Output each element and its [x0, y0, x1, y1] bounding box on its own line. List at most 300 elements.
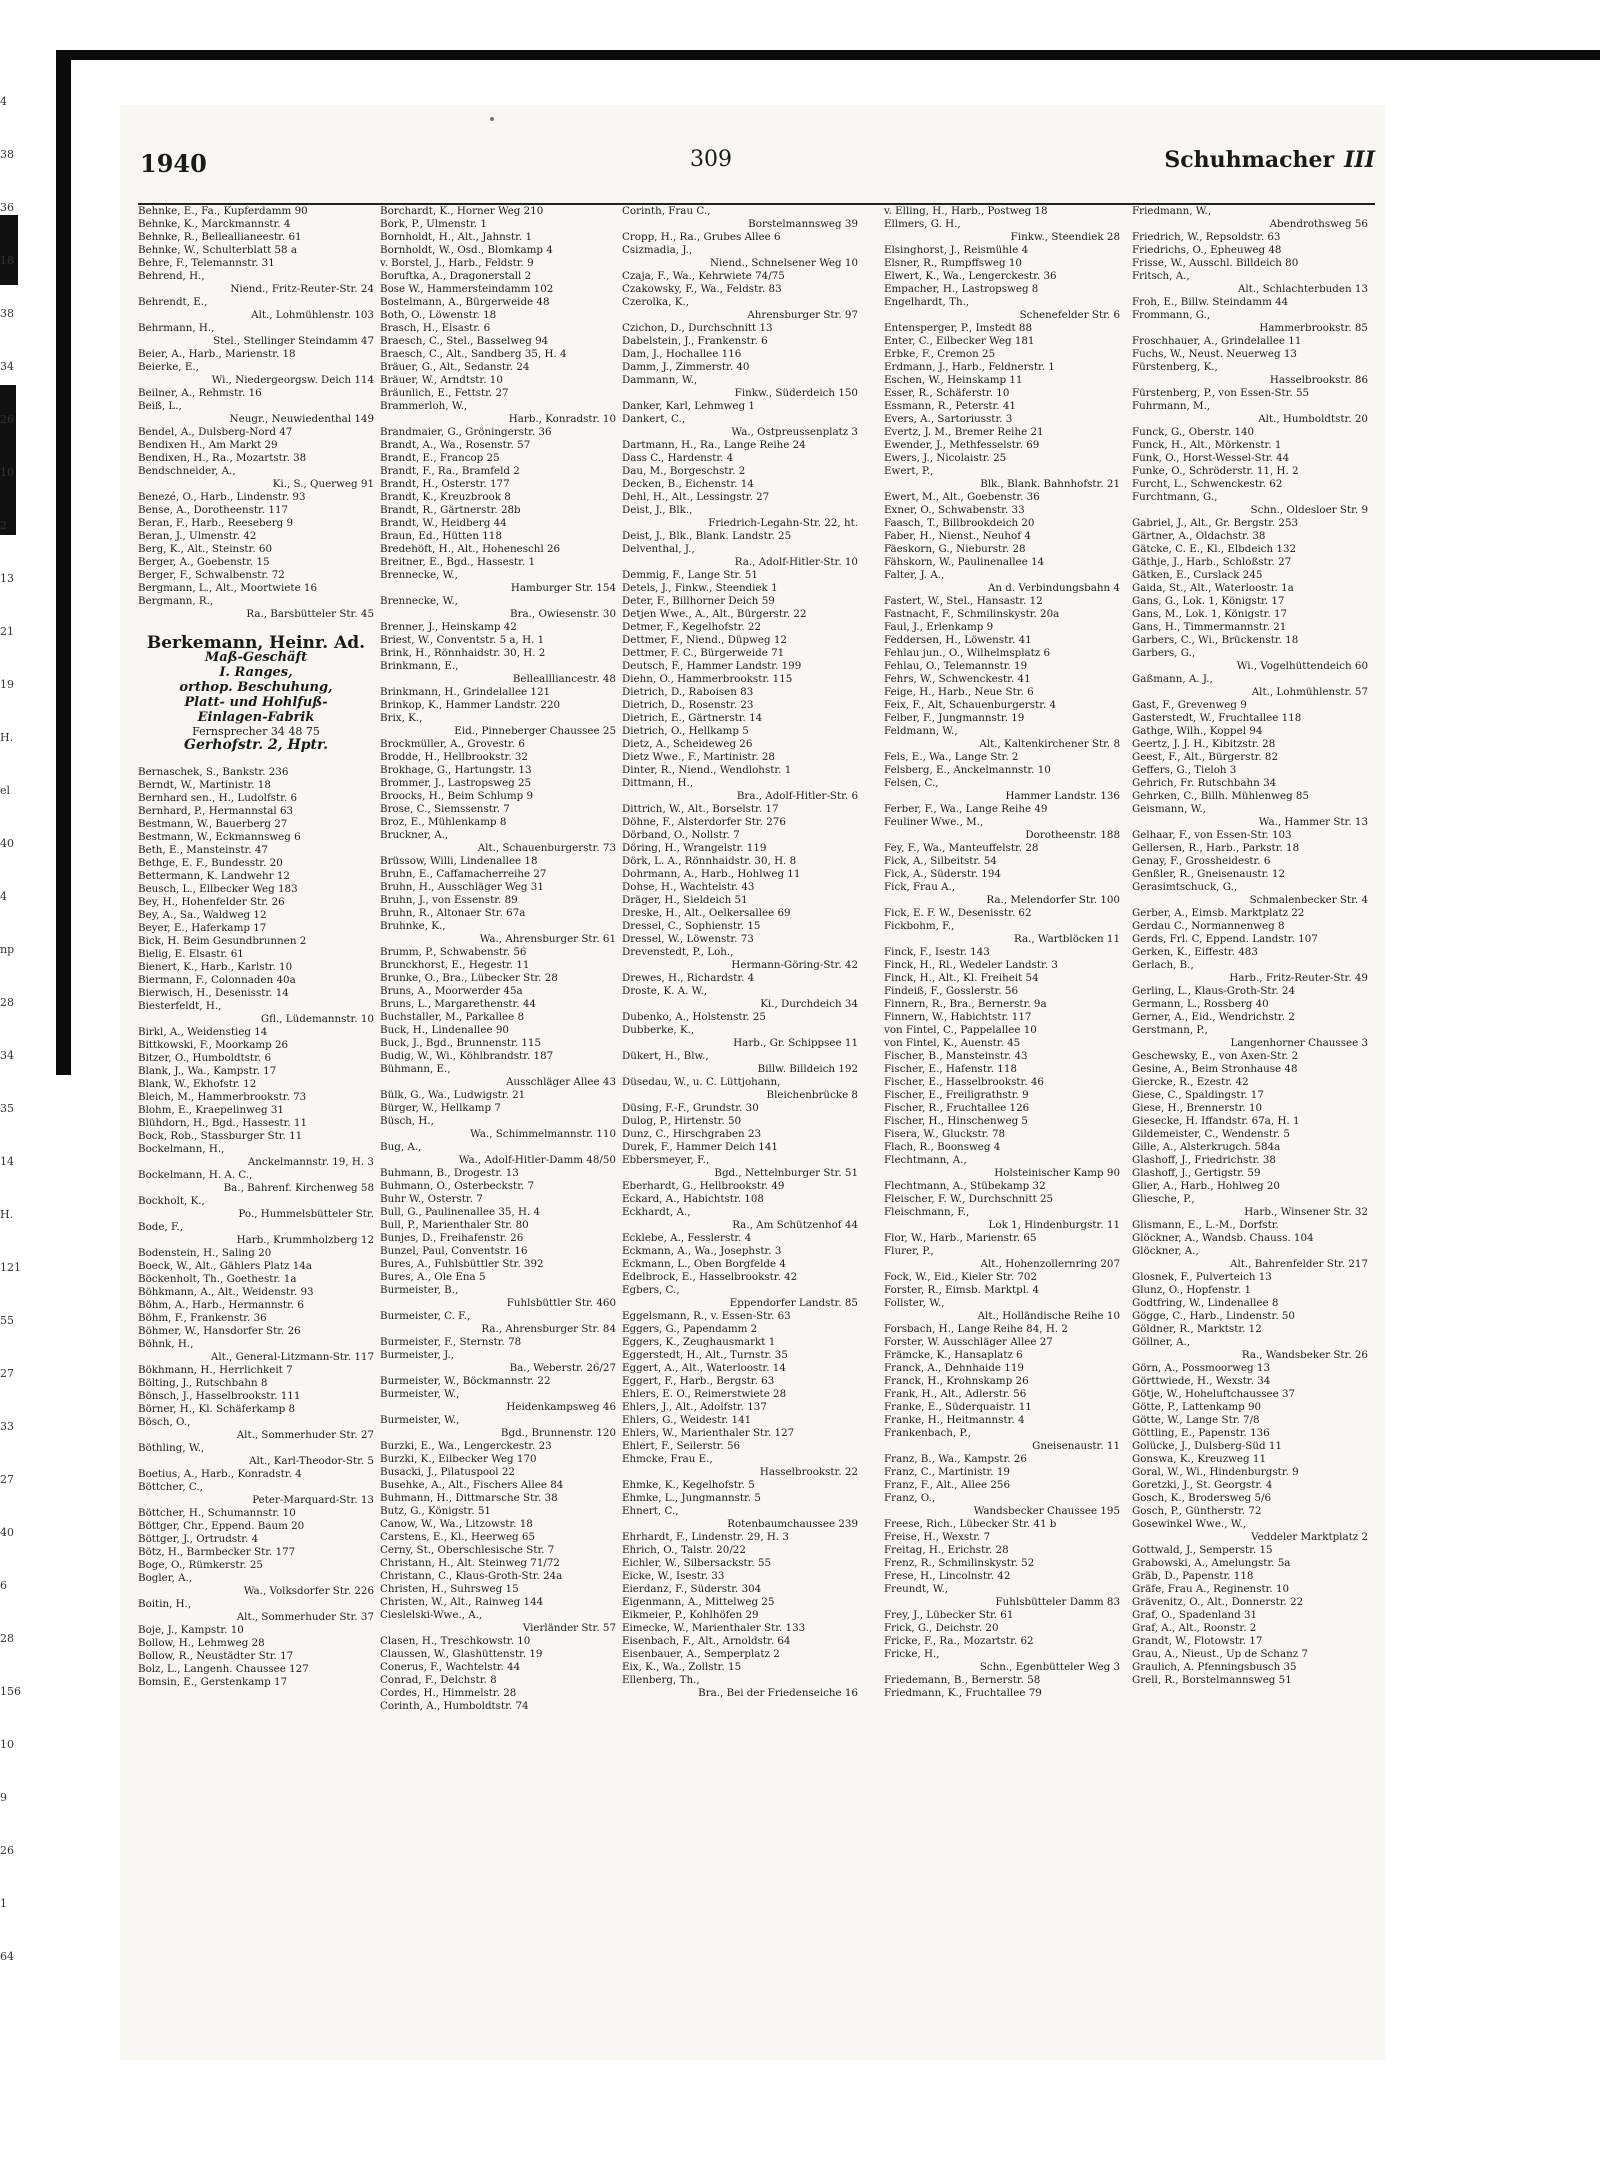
directory-entry: Funck, H., Alt., Mörkenstr. 1 [1132, 439, 1282, 451]
margin-fragment: 38 [0, 307, 14, 320]
directory-entry: Niend., Fritz-Reuter-Str. 24 [230, 283, 374, 295]
directory-entry: Dehl, H., Alt., Lessingstr. 27 [622, 491, 770, 503]
directory-entry: Fleischmann, F., [884, 1206, 970, 1218]
directory-entry: Graf, O., Spadenland 31 [1132, 1609, 1258, 1621]
directory-entry: Gaida, St., Alt., Waterloostr. 1a [1132, 582, 1294, 594]
directory-entry: Fischer, H., Hinschenweg 5 [884, 1115, 1028, 1127]
directory-entry: Glismann, E., L.-M., Dorfstr. [1132, 1219, 1279, 1231]
directory-entry: Gasterstedt, W., Fruchtallee 118 [1132, 712, 1302, 724]
directory-entry: Eierdanz, F., Süderstr. 304 [622, 1583, 762, 1595]
directory-entry: Eberhardt, G., Hellbrookstr. 49 [622, 1180, 785, 1192]
directory-entry: Hasselbrookstr. 22 [759, 1466, 858, 1478]
directory-entry: Braesch, C., Alt., Sandberg 35, H. 4 [380, 348, 567, 360]
directory-entry: Fürstenberg, P., von Essen-Str. 55 [1132, 387, 1310, 399]
directory-entry: Behrendt, E., [138, 296, 208, 308]
directory-entry: Wa., Ahrensburger Str. 61 [479, 933, 616, 945]
directory-entry: Alt., Lohmühlenstr. 57 [1251, 686, 1368, 698]
directory-entry: Beth, E., Mansteinstr. 47 [138, 844, 268, 856]
directory-entry: Biermann, F., Colonnaden 40a [138, 974, 296, 986]
directory-entry: Cropp, H., Ra., Grubes Allee 6 [622, 231, 781, 243]
directory-entry: Bitzer, O., Humboldtstr. 6 [138, 1052, 272, 1064]
directory-entry: Brinkmann, H., Grindelallee 121 [380, 686, 551, 698]
directory-entry: Corinth, Frau C., [622, 205, 711, 217]
directory-entry: Dohse, H., Wachtelstr. 43 [622, 881, 755, 893]
directory-entry: An d. Verbindungsbahn 4 [987, 582, 1120, 594]
directory-entry: Fey, F., Wa., Manteuffelstr. 28 [884, 842, 1039, 854]
directory-entry: Bendel, A., Dulsberg-Nord 47 [138, 426, 293, 438]
directory-entry: Buhmann, B., Drogestr. 13 [380, 1167, 519, 1179]
directory-entry: Friedrichs, O., Epheuweg 48 [1132, 244, 1282, 256]
ad-address: Gerhofstr. 2, Hptr. [184, 737, 328, 753]
directory-entry: Burmeister, B., [380, 1284, 459, 1296]
directory-entry: Glosnek, F., Pulverteich 13 [1132, 1271, 1272, 1283]
page-year: 1940 [140, 149, 207, 178]
directory-entry: Bull, P., Marienthaler Str. 80 [380, 1219, 529, 1231]
directory-entry: Gerling, L., Klaus-Groth-Str. 24 [1132, 985, 1296, 997]
directory-entry: Ra., Ahrensburger Str. 84 [481, 1323, 616, 1335]
directory-entry: Brix, K., [380, 712, 423, 724]
directory-entry: Giese, H., Brennerstr. 10 [1132, 1102, 1263, 1114]
directory-entry: Harb., Fritz-Reuter-Str. 49 [1229, 972, 1368, 984]
directory-entry: Görttwiede, H., Wexstr. 34 [1132, 1375, 1271, 1387]
directory-entry: Bollow, R., Neustädter Str. 17 [138, 1650, 294, 1662]
directory-entry: Brandt, F., Ra., Bramfeld 2 [380, 465, 520, 477]
directory-entry: Feuliner Wwe., M., [884, 816, 984, 828]
directory-entry: Dunz, C., Hirschgraben 23 [622, 1128, 762, 1140]
directory-entry: Schn., Oldesloer Str. 9 [1250, 504, 1368, 516]
page-header [120, 145, 1385, 185]
directory-entry: Flor, W., Harb., Marienstr. 65 [884, 1232, 1037, 1244]
directory-entry: Evers, A., Sartoriusstr. 3 [884, 413, 1013, 425]
directory-entry: Bruhn, H., Ausschläger Weg 31 [380, 881, 544, 893]
directory-entry: Blank, J., Wa., Kampstr. 17 [138, 1065, 277, 1077]
directory-entry: Brüssow, Willi, Lindenallee 18 [380, 855, 538, 867]
directory-entry: Christann, H., Alt. Steinweg 71/72 [380, 1557, 560, 1569]
directory-entry: Gellersen, R., Harb., Parkstr. 18 [1132, 842, 1300, 854]
directory-entry: Eckmann, A., Wa., Josephstr. 3 [622, 1245, 782, 1257]
directory-entry: Böttcher, C., [138, 1481, 203, 1493]
margin-fragment: el [0, 784, 11, 797]
directory-entry: Ewender, J., Methfesselstr. 69 [884, 439, 1040, 451]
directory-entry: Broz, E., Mühlenkamp 8 [380, 816, 507, 828]
directory-entry: Briest, W., Conventstr. 5 a, H. 1 [380, 634, 545, 646]
directory-entry: Ra., Wartblöcken 11 [1013, 933, 1120, 945]
directory-entry: Fuchs, W., Neust. Neuerweg 13 [1132, 348, 1297, 360]
directory-entry: Göllner, A., [1132, 1336, 1191, 1348]
directory-entry: Dörband, O., Nollstr. 7 [622, 829, 740, 841]
print-speck [490, 117, 494, 121]
directory-entry: Faber, H., Nienst., Neuhof 4 [884, 530, 1031, 542]
directory-entry: Frenz, R., Schmilinskystr. 52 [884, 1557, 1035, 1569]
directory-entry: Drevenstedt, P., Loh., [622, 946, 734, 958]
directory-entry: Dubberke, K., [622, 1024, 695, 1036]
directory-entry: Burmeister, W., [380, 1388, 460, 1400]
directory-entry: Finck, F., Isestr. 143 [884, 946, 990, 958]
margin-fragment: 19 [0, 678, 14, 691]
directory-entry: Finck, H., Rl., Wedeler Landstr. 3 [884, 959, 1058, 971]
directory-entry: Feldmann, W., [884, 725, 958, 737]
directory-entry: Friedrich-Legahn-Str. 22, ht. [708, 517, 858, 529]
directory-entry: Feddersen, H., Löwenstr. 41 [884, 634, 1032, 646]
directory-entry: Ba., Weberstr. 26/27 [509, 1362, 616, 1374]
directory-entry: Erdmann, J., Harb., Feldnerstr. 1 [884, 361, 1055, 373]
directory-entry: Exner, O., Schwabenstr. 33 [884, 504, 1025, 516]
directory-entry: Bendixen H., Am Markt 29 [138, 439, 278, 451]
directory-entry: Gesine, A., Beim Stronhause 48 [1132, 1063, 1298, 1075]
directory-entry: Froh, E., Billw. Steindamm 44 [1132, 296, 1289, 308]
directory-entry: Borchardt, K., Horner Weg 210 [380, 205, 544, 217]
directory-entry: Borstelmannsweg 39 [748, 218, 858, 230]
directory-entry: Feix, F., Alt, Schauenburgerstr. 4 [884, 699, 1057, 711]
directory-entry: Claussen, W., Glashüttenstr. 19 [380, 1648, 543, 1660]
directory-entry: Ewert, P., [884, 465, 934, 477]
directory-entry: Düsedau, W., u. C. Lüttjohann, [622, 1076, 781, 1088]
directory-entry: Braun, Ed., Hütten 118 [380, 530, 502, 542]
directory-entry: Dass C., Hardenstr. 4 [622, 452, 734, 464]
directory-entry: Görn, A., Possmoorweg 13 [1132, 1362, 1271, 1374]
directory-entry: Danker, Karl, Lehmweg 1 [622, 400, 755, 412]
directory-entry: Dinter, R., Niend., Wendlohstr. 1 [622, 764, 792, 776]
directory-entry: Burzki, E., Wa., Lengerckestr. 23 [380, 1440, 552, 1452]
directory-entry: Gathge, Wilh., Koppel 94 [1132, 725, 1263, 737]
directory-entry: Brennecke, W., [380, 595, 458, 607]
directory-entry: Gätken, E., Curslack 245 [1132, 569, 1263, 581]
directory-entry: Gräfe, Frau A., Reginenstr. 10 [1132, 1583, 1290, 1595]
directory-entry: Beier, A., Harb., Marienstr. 18 [138, 348, 296, 360]
directory-entry: Demmig, F., Lange Str. 51 [622, 569, 758, 581]
directory-entry: Bestmann, W., Bauerberg 27 [138, 818, 288, 830]
directory-entry: Gast, F., Grevenweg 9 [1132, 699, 1247, 711]
directory-entry: Gerdau C., Normannenweg 8 [1132, 920, 1285, 932]
directory-entry: Böckenholt, Th., Goethestr. 1a [138, 1273, 297, 1285]
margin-fragment: 121 [0, 1261, 21, 1274]
directory-entry: Brumm, P., Schwabenstr. 56 [380, 946, 527, 958]
directory-entry: Harb., Gr. Schippsee 11 [733, 1037, 858, 1049]
directory-entry: Eggelsmann, R., v. Essen-Str. 63 [622, 1310, 791, 1322]
directory-entry: Bruhn, J., von Essenstr. 89 [380, 894, 518, 906]
directory-entry: Deist, J., Blk., Blank. Landstr. 25 [622, 530, 792, 542]
directory-entry: Burmeister, J., [380, 1349, 454, 1361]
directory-entry: Forsbach, H., Lange Reihe 84, H. 2 [884, 1323, 1068, 1335]
margin-fragment: 10 [0, 466, 14, 479]
directory-entry: Faasch, T., Billbrookdeich 20 [884, 517, 1035, 529]
directory-entry: Fürstenberg, K., [1132, 361, 1218, 373]
directory-entry: Fuhlsbüttler Str. 460 [506, 1297, 616, 1309]
directory-entry: Bruns, L., Margarethenstr. 44 [380, 998, 536, 1010]
directory-entry: Franke, H., Heitmannstr. 4 [884, 1414, 1025, 1426]
directory-entry: Dietrich, O., Hellkamp 5 [622, 725, 749, 737]
directory-entry: Ehrhardt, F., Lindenstr. 29, H. 3 [622, 1531, 789, 1543]
directory-entry: Ehmke, L., Jungmannstr. 5 [622, 1492, 761, 1504]
margin-fragment: H. [0, 731, 14, 744]
directory-entry: Diehn, O., Hammerbrookstr. 115 [622, 673, 793, 685]
directory-entry: Bredehöft, H., Alt., Hoheneschl 26 [380, 543, 561, 555]
margin-fragment: 36 [0, 201, 14, 214]
directory-entry: Bode, F., [138, 1221, 184, 1233]
directory-entry: Delventhal, J., [622, 543, 695, 555]
directory-entry: Friedmann, K., Fruchtallee 79 [884, 1687, 1042, 1699]
directory-entry: Bunjes, D., Freihafenstr. 26 [380, 1232, 524, 1244]
directory-entry: Dabelstein, J., Frankenstr. 6 [622, 335, 768, 347]
directory-entry: Ehlers, J., Alt., Adolfstr. 137 [622, 1401, 767, 1413]
margin-fragment: 4 [0, 95, 7, 108]
directory-entry: Alt., Schlachterbuden 13 [1237, 283, 1368, 295]
directory-entry: Fastert, W., Stel., Hansastr. 12 [884, 595, 1043, 607]
directory-entry: Brandmaier, G., Gröningerstr. 36 [380, 426, 552, 438]
directory-entry: Fuhlsbütteler Damm 83 [995, 1596, 1120, 1608]
directory-entry: Böhm, F., Frankenstr. 36 [138, 1312, 267, 1324]
directory-entry: Dartmann, H., Ra., Lange Reihe 24 [622, 439, 806, 451]
directory-entry: Stel., Stellinger Steindamm 47 [213, 335, 374, 347]
directory-entry: Grell, R., Borstelmannsweg 51 [1132, 1674, 1292, 1686]
directory-entry: Bornholdt, H., Alt., Jahnstr. 1 [380, 231, 533, 243]
directory-entry: Eggert, A., Alt., Waterloostr. 14 [622, 1362, 786, 1374]
directory-entry: Ellenberg, Th., [622, 1674, 700, 1686]
directory-entry: Bruckner, A., [380, 829, 449, 841]
directory-entry: Ausschläger Allee 43 [506, 1076, 616, 1088]
directory-entry: Golücke, J., Dulsberg-Süd 11 [1132, 1440, 1282, 1452]
directory-entry: Alt., Hohenzollernring 207 [980, 1258, 1120, 1270]
directory-entry: Dräger, H., Sieldeich 51 [622, 894, 748, 906]
directory-entry: Eid., Pinneberger Chaussee 25 [454, 725, 616, 737]
directory-entry: Brandt, H., Osterstr. 177 [380, 478, 510, 490]
directory-entry: Gosch, K., Brodersweg 5/6 [1132, 1492, 1272, 1504]
directory-entry: Bestmann, W., Eckmannsweg 6 [138, 831, 301, 843]
directory-entry: Boje, J., Kampstr. 10 [138, 1624, 244, 1636]
directory-entry: Ra., Am Schützenhof 44 [732, 1219, 858, 1231]
directory-entry: Beran, F., Harb., Reeseberg 9 [138, 517, 294, 529]
directory-entry: Blohm, E., Kraepelinweg 31 [138, 1104, 284, 1116]
directory-entry: Brommer, J., Lastropsweg 25 [380, 777, 532, 789]
directory-entry: Boeck, W., Alt., Gählers Platz 14a [138, 1260, 313, 1272]
directory-entry: Grau, A., Nieust., Up de Schanz 7 [1132, 1648, 1308, 1660]
directory-entry: Buhr W., Osterstr. 7 [380, 1193, 483, 1205]
directory-entry: Ellmers, G. H., [884, 218, 961, 230]
margin-fragment: 27 [0, 1473, 14, 1486]
directory-entry: Flach, R., Boonsweg 4 [884, 1141, 1001, 1153]
directory-entry: Dankert, C., [622, 413, 686, 425]
directory-entry: Geffers, G., Tieloh 3 [1132, 764, 1237, 776]
directory-entry: Corinth, A., Humboldtstr. 74 [380, 1700, 529, 1712]
column-4 [884, 205, 1120, 1700]
directory-entry: Gögge, C., Harb., Lindenstr. 50 [1132, 1310, 1295, 1322]
directory-entry: Flurer, P., [884, 1245, 934, 1257]
margin-fragment: 18 [0, 254, 14, 267]
directory-entry: Gille, A., Alsterkrugch. 584a [1132, 1141, 1281, 1153]
directory-entry: Bures, A., Ole Ena 5 [380, 1271, 486, 1283]
directory-entry: Fastnacht, F., Schmilinskystr. 20a [884, 608, 1060, 620]
directory-entry: Fick, A., Süderstr. 194 [884, 868, 1001, 880]
directory-entry: Bgd., Brunnenstr. 120 [500, 1427, 616, 1439]
directory-entry: Fick, E. F. W., Desenisstr. 62 [884, 907, 1032, 919]
entries-block [138, 205, 374, 621]
directory-entry: Gelhaar, F., von Essen-Str. 103 [1132, 829, 1292, 841]
directory-entry: Neugr., Neuwiedenthal 149 [229, 413, 374, 425]
directory-entry: Bollow, H., Lehmweg 28 [138, 1637, 265, 1649]
directory-entry: Anckelmannstr. 19, H. 3 [247, 1156, 374, 1168]
directory-entry: Bernaschek, S., Bankstr. 236 [138, 766, 289, 778]
directory-entry: Bodenstein, H., Saling 20 [138, 1247, 272, 1259]
directory-entry: Brunckhorst, E., Hegestr. 11 [380, 959, 530, 971]
directory-entry: Ehlers, E. O., Reimerstwiete 28 [622, 1388, 787, 1400]
directory-entry: Frankenbach, P., [884, 1427, 971, 1439]
ad-line: Einlagen-Fabrik [197, 710, 315, 725]
margin-fragment: 38 [0, 148, 14, 161]
directory-entry: Graf, A., Alt., Roonstr. 2 [1132, 1622, 1257, 1634]
margin-fragment: 33 [0, 1420, 14, 1433]
directory-entry: Fricke, H., [884, 1648, 940, 1660]
directory-entry: Durek, F., Hammer Deich 141 [622, 1141, 778, 1153]
directory-entry: Burmeister, C. F., [380, 1310, 471, 1322]
directory-entry: Boitin, H., [138, 1598, 192, 1610]
directory-entry: Ehlers, W., Marienthaler Str. 127 [622, 1427, 795, 1439]
directory-entry: Garbers, G., [1132, 647, 1196, 659]
directory-entry: Bogler, A., [138, 1572, 193, 1584]
directory-entry: Bienert, K., Harb., Karlstr. 10 [138, 961, 293, 973]
directory-entry: Grabowski, A., Amelungstr. 5a [1132, 1557, 1291, 1569]
directory-entry: Brandt, R., Gärtnerstr. 28b [380, 504, 521, 516]
directory-entry: Wi., Niedergeorgsw. Deich 114 [211, 374, 374, 386]
directory-entry: Bork, P., Ulmenstr. 1 [380, 218, 487, 230]
directory-entry: Bürger, W., Hellkamp 7 [380, 1102, 501, 1114]
margin-fragment: 35 [0, 1102, 14, 1115]
directory-entry: Canow, W., Wa., Litzowstr. 18 [380, 1518, 533, 1530]
directory-entry: Dittmann, H., [622, 777, 694, 789]
directory-entry: Fisera, W., Gluckstr. 78 [884, 1128, 1006, 1140]
directory-entry: Brandt, K., Kreuzbrook 8 [380, 491, 511, 503]
directory-entry: Gosewinkel Wwe., W., [1132, 1518, 1247, 1530]
directory-entry: Glashoff, J., Friedrichstr. 38 [1132, 1154, 1276, 1166]
directory-entry: Alt., Bahrenfelder Str. 217 [1230, 1258, 1368, 1270]
directory-entry: Dressel, W., Löwenstr. 73 [622, 933, 754, 945]
directory-entry: Damm, J., Zimmerstr. 40 [622, 361, 750, 373]
directory-entry: Peter-Marquard-Str. 13 [252, 1494, 374, 1506]
directory-entry: Vierländer Str. 57 [522, 1622, 616, 1634]
directory-entry: Frommann, G., [1132, 309, 1211, 321]
directory-page [120, 105, 1385, 2060]
directory-entry: Bräuer, W., Arndtstr. 10 [380, 374, 503, 386]
margin-fragment: 26 [0, 413, 14, 426]
previous-page-margin [0, 95, 20, 2045]
directory-entry: Holsteinischer Kamp 90 [994, 1167, 1120, 1179]
directory-entry: Flechtmann, A., [884, 1154, 967, 1166]
directory-entry: Ebbersmeyer, F., [622, 1154, 710, 1166]
directory-entry: Ehnert, C., [622, 1505, 679, 1517]
directory-entry: Follster, W., [884, 1297, 945, 1309]
directory-entry: Dorotheenstr. 188 [1025, 829, 1120, 841]
directory-entry: Gosch, P., Güntherstr. 72 [1132, 1505, 1262, 1517]
directory-entry: von Fintel, C., Pappelallee 10 [884, 1024, 1037, 1036]
directory-entry: Bendixen, H., Ra., Mozartstr. 38 [138, 452, 307, 464]
directory-entry: Dietrich, D., Raboisen 83 [622, 686, 754, 698]
directory-entry: Giesecke, H. Iffandstr. 67a, H. 1 [1132, 1115, 1300, 1127]
directory-entry: Drewes, H., Richardstr. 4 [622, 972, 755, 984]
directory-entry: Gans, G., Lok. 1, Königstr. 17 [1132, 595, 1285, 607]
directory-entry: Genßler, R., Gneisenaustr. 12 [1132, 868, 1286, 880]
directory-entry: Heidenkampsweg 46 [506, 1401, 616, 1413]
directory-entry: Eckard, A., Habichtstr. 108 [622, 1193, 764, 1205]
directory-entry: Böttger, Chr., Eppend. Baum 20 [138, 1520, 305, 1532]
ad-line: Platt- und Hohlfuß- [184, 695, 328, 710]
directory-entry: Blühdorn, H., Bgd., Hassestr. 11 [138, 1117, 308, 1129]
directory-entry: Giese, C., Spaldingstr. 17 [1132, 1089, 1264, 1101]
directory-entry: Gaßmann, A. J., [1132, 673, 1213, 685]
directory-entry: Langenhorner Chaussee 3 [1230, 1037, 1368, 1049]
directory-entry: Frisse, W., Ausschl. Billdeich 80 [1132, 257, 1299, 269]
directory-entry: Alt., Sommerhuder Str. 27 [236, 1429, 374, 1441]
directory-entry: Feige, H., Harb., Neue Str. 6 [884, 686, 1034, 698]
directory-entry: Eckmann, L., Oben Borgfelde 4 [622, 1258, 786, 1270]
directory-entry: Ki., Durchdeich 34 [760, 998, 858, 1010]
directory-entry: Bölting, J., Rutschbahn 8 [138, 1377, 268, 1389]
directory-entry: Ba., Bahrenf. Kirchenweg 58 [223, 1182, 374, 1194]
directory-entry: Eichler, W., Silbersackstr. 55 [622, 1557, 772, 1569]
directory-entry: Alt., Kaltenkirchener Str. 8 [979, 738, 1120, 750]
directory-entry: Engelhardt, Th., [884, 296, 970, 308]
directory-entry: Furcht, L., Schwenckestr. 62 [1132, 478, 1283, 490]
directory-entry: Gliesche, P., [1132, 1193, 1195, 1205]
directory-entry: Freise, H., Wexstr. 7 [884, 1531, 991, 1543]
directory-entry: Gerken, K., Eiffestr. 483 [1132, 946, 1258, 958]
directory-entry: Broocks, H., Beim Schlump 9 [380, 790, 534, 802]
directory-entry: Gneisenaustr. 11 [1032, 1440, 1120, 1452]
directory-entry: Geschewsky, E., von Axen-Str. 2 [1132, 1050, 1299, 1062]
directory-entry: Abendrothsweg 56 [1269, 218, 1368, 230]
directory-entry: Bernhard sen., H., Ludolfstr. 6 [138, 792, 298, 804]
directory-entry: Bettermann, K. Landwehr 12 [138, 870, 290, 882]
directory-entry: Finkw., Steendiek 28 [1010, 231, 1120, 243]
directory-entry: Wa., Volksdorfer Str. 226 [243, 1585, 374, 1597]
margin-fragment: 28 [0, 1632, 14, 1645]
directory-entry: Gonswa, K., Kreuzweg 11 [1132, 1453, 1266, 1465]
entries-block [138, 766, 374, 1689]
directory-entry: Düsing, F.-F., Grundstr. 30 [622, 1102, 759, 1114]
directory-entry: Genay, F., Grossheidestr. 6 [1132, 855, 1271, 867]
directory-entry: Braesch, C., Stel., Basselweg 94 [380, 335, 549, 347]
directory-entry: Germann, L., Rossberg 40 [1132, 998, 1269, 1010]
directory-entry: Bönsch, J., Hasselbrookstr. 111 [138, 1390, 301, 1402]
directory-entry: Bra., Adolf-Hitler-Str. 6 [736, 790, 858, 802]
directory-entry: Dietz, A., Scheideweg 26 [622, 738, 753, 750]
margin-fragment: 40 [0, 1526, 14, 1539]
directory-entry: Busehke, A., Alt., Fischers Allee 84 [380, 1479, 564, 1491]
directory-entry: Findeiß, F., Gosslerstr. 56 [884, 985, 1018, 997]
directory-entry: Friedemann, B., Bernerstr. 58 [884, 1674, 1041, 1686]
directory-entry: Birkl, A., Weidenstieg 14 [138, 1026, 268, 1038]
margin-fragment: 2 [0, 519, 7, 532]
directory-entry: Friedrich, W., Repsoldstr. 63 [1132, 231, 1281, 243]
directory-entry: Dittrich, W., Alt., Borselstr. 17 [622, 803, 779, 815]
directory-entry: Götte, W., Lange Str. 7/8 [1132, 1414, 1260, 1426]
directory-entry: Schmalenbecker Str. 4 [1249, 894, 1368, 906]
directory-entry: Buhmann, H., Dittmarsche Str. 38 [380, 1492, 558, 1504]
directory-entry: Bethge, E. F., Bundesstr. 20 [138, 857, 283, 869]
directory-entry: Butz, G., Königstr. 51 [380, 1505, 491, 1517]
directory-entry: Dettmer, F. C., Bürgerweide 71 [622, 647, 785, 659]
column-3 [622, 205, 858, 1700]
directory-entry: Böthling, W., [138, 1442, 205, 1454]
directory-entry: Dettmer, F., Niend., Düpweg 12 [622, 634, 787, 646]
directory-entry: Eschen, W., Heinskamp 11 [884, 374, 1023, 386]
directory-entry: Eppendorfer Landstr. 85 [729, 1297, 858, 1309]
directory-entry: Bornholdt, W., Osd., Blomkamp 4 [380, 244, 553, 256]
directory-entry: Fäeskorn, G., Nieburstr. 28 [884, 543, 1026, 555]
directory-entry: Beusch, L., Ellbecker Weg 183 [138, 883, 298, 895]
directory-entry: Franz, B., Wa., Kampstr. 26 [884, 1453, 1027, 1465]
directory-entry: Christann, C., Klaus-Groth-Str. 24a [380, 1570, 563, 1582]
directory-entry: Felber, F., Jungmannstr. 19 [884, 712, 1025, 724]
directory-entry: Bick, H. Beim Gesundbrunnen 2 [138, 935, 307, 947]
